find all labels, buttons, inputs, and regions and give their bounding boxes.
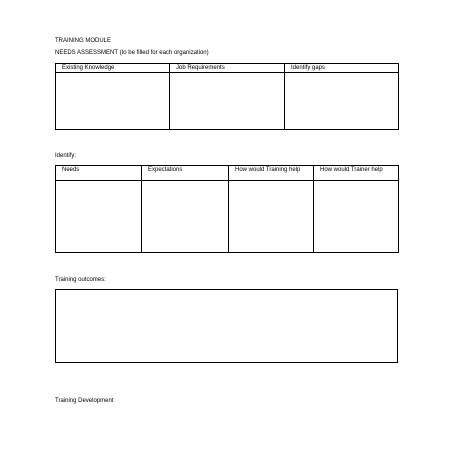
column-header-expectations: Expectations bbox=[142, 166, 229, 181]
training-outcomes-box[interactable] bbox=[55, 289, 398, 363]
column-header-identify-gaps: Identify gaps bbox=[285, 64, 399, 73]
training-outcomes-label: Training outcomes: bbox=[55, 277, 106, 283]
column-header-needs: Needs bbox=[56, 166, 142, 181]
column-header-existing-knowledge: Existing Knowledge bbox=[56, 64, 170, 73]
needs-assessment-table bbox=[55, 63, 399, 130]
needs-cell[interactable] bbox=[56, 181, 142, 253]
existing-knowledge-cell[interactable] bbox=[56, 72, 170, 129]
expectations-cell[interactable] bbox=[142, 181, 229, 253]
column-header-trainer-help: How would Trainer help bbox=[314, 166, 399, 181]
identify-gaps-cell[interactable] bbox=[285, 72, 399, 129]
needs-assessment-heading: NEEDS ASSESSMENT (to be filled for each organization) bbox=[55, 50, 209, 56]
trainer-help-cell[interactable] bbox=[314, 181, 399, 253]
column-header-training-help: How would Training help bbox=[229, 166, 314, 181]
document-title: TRAINING MODULE bbox=[55, 38, 112, 44]
training-help-cell[interactable] bbox=[229, 181, 314, 253]
identify-label: Identify: bbox=[55, 153, 77, 159]
identify-table bbox=[55, 165, 399, 253]
job-requirements-cell[interactable] bbox=[170, 72, 285, 129]
training-development-label: Training Development bbox=[55, 398, 114, 404]
column-header-job-requirements: Job Requirements bbox=[170, 64, 285, 73]
